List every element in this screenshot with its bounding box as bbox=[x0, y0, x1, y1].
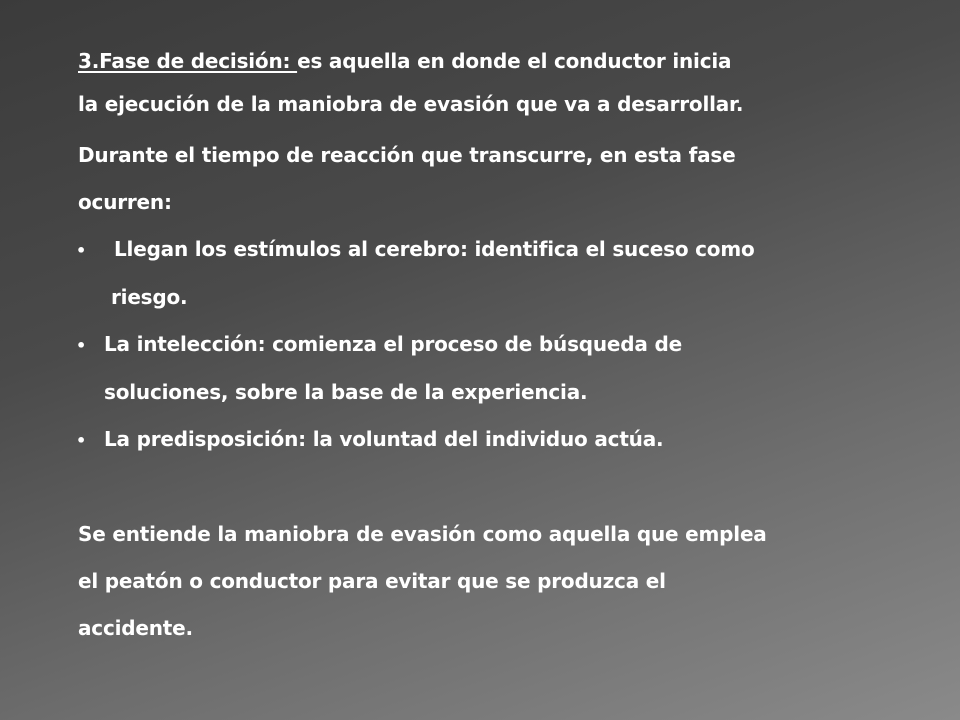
intro-line-1: Durante el tiempo de reacción que transcurre, en esta fase bbox=[78, 143, 736, 167]
heading-line-1 bbox=[78, 40, 928, 83]
bullet-text: La intelección: comienza el proceso de búsqueda de bbox=[104, 332, 682, 356]
bullet-text: Llegan los estímulos al cerebro: identifica el suceso como bbox=[114, 237, 755, 261]
closing-line-1: Se entiende la maniobra de evasión como aquella que emplea bbox=[78, 522, 767, 546]
bullet-item-3 bbox=[78, 416, 928, 464]
heading-line-2: la ejecución de la maniobra de evasión que va a desarrollar. bbox=[78, 92, 744, 116]
heading-label: 3.Fase de decisión: bbox=[78, 49, 298, 73]
spacer bbox=[78, 464, 928, 511]
bullet-icon: • bbox=[76, 336, 87, 355]
bullet-text-continued: riesgo. bbox=[111, 285, 188, 309]
bullet-item-2 bbox=[78, 321, 928, 369]
bullet-item-1 bbox=[78, 226, 928, 274]
intro-line-2: ocurren: bbox=[78, 190, 172, 214]
heading-text: es aquella en donde el conductor inicia bbox=[297, 49, 732, 73]
slide-content bbox=[78, 40, 928, 652]
closing-line-3: accidente. bbox=[78, 616, 193, 640]
bullet-icon: • bbox=[76, 241, 87, 260]
bullet-icon: • bbox=[76, 431, 87, 450]
bullet-text: La predisposición: la voluntad del individuo actúa. bbox=[104, 427, 664, 451]
bullet-text-continued: soluciones, sobre la base de la experiencia. bbox=[104, 380, 588, 404]
closing-line-2: el peatón o conductor para evitar que se produzca el bbox=[78, 569, 666, 593]
